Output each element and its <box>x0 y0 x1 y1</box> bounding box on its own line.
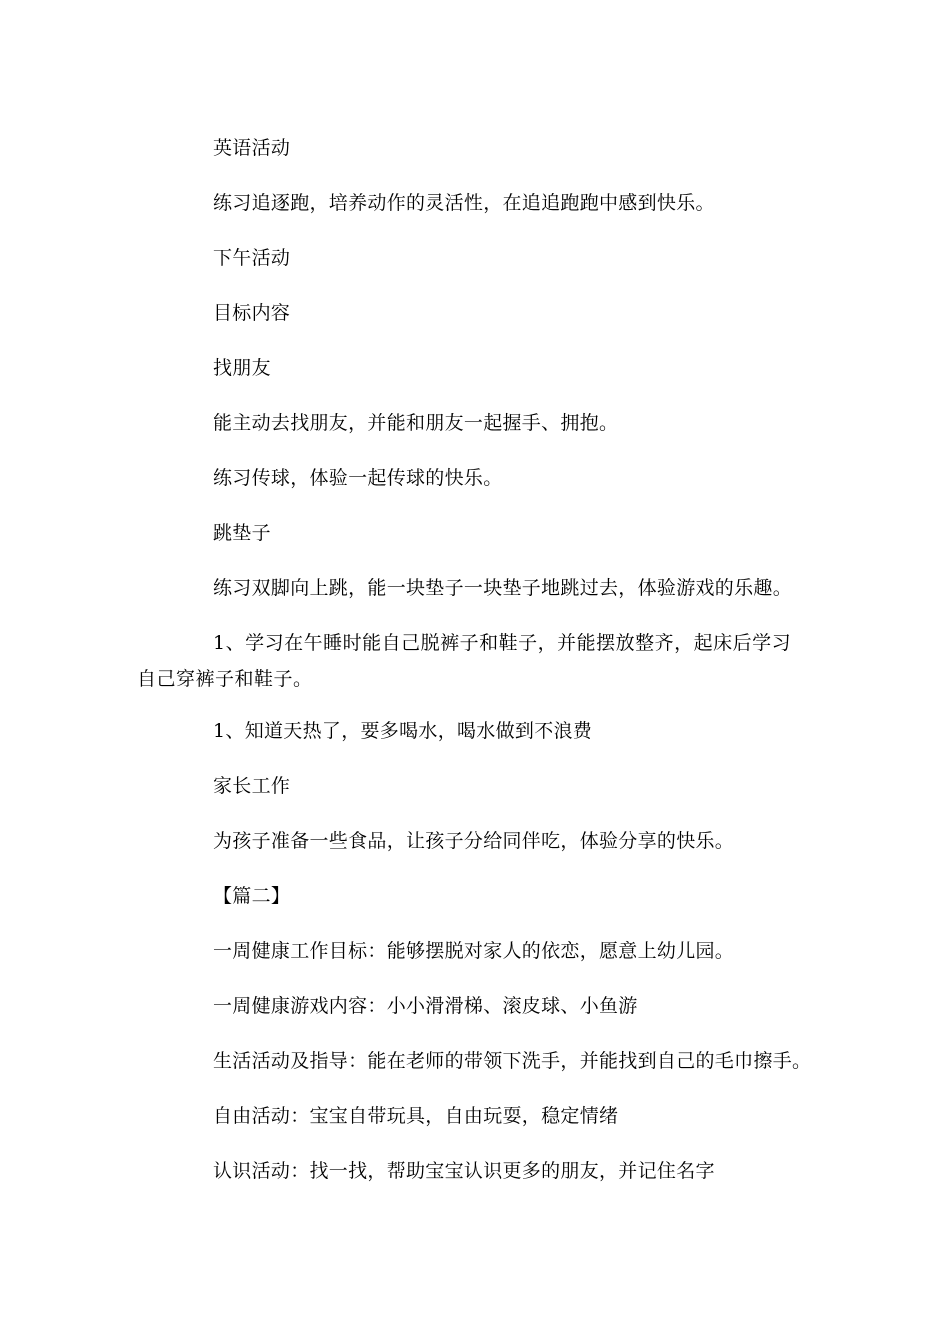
paragraph-drink-water: 1、知道天热了，要多喝水，喝水做到不浪费 <box>213 720 593 742</box>
paragraph-pass-ball: 练习传球，体验一起传球的快乐。 <box>213 467 503 489</box>
paragraph-jump-mat-desc: 练习双脚向上跳，能一块垫子一块垫子地跳过去，体验游戏的乐趣。 <box>213 577 793 599</box>
paragraph-recognition-activity: 认识活动：找一找，帮助宝宝认识更多的朋友，并记住名字 <box>213 1160 715 1182</box>
paragraph-jump-mat: 跳垫子 <box>213 522 271 544</box>
paragraph-weekly-health-goal: 一周健康工作目标：能够摆脱对家人的依恋，愿意上幼儿园。 <box>213 940 735 962</box>
paragraph-free-activity: 自由活动：宝宝自带玩具，自由玩耍，稳定情绪 <box>213 1105 619 1127</box>
paragraph-find-friends-desc: 能主动去找朋友，并能和朋友一起握手、拥抱。 <box>213 412 619 434</box>
paragraph-find-friends: 找朋友 <box>213 357 271 379</box>
paragraph-afternoon-activity: 下午活动 <box>213 247 291 269</box>
paragraph-daily-life-guidance: 生活活动及指导：能在老师的带领下洗手，并能找到自己的毛巾擦手。 <box>213 1050 812 1072</box>
paragraph-goal-content: 目标内容 <box>213 302 291 324</box>
paragraph-nap-dress: 1、学习在午睡时能自己脱裤子和鞋子，并能摆放整齐，起床后学习自己穿裤子和鞋子。 <box>137 632 792 690</box>
paragraph-share-food: 为孩子准备一些食品，让孩子分给同伴吃，体验分享的快乐。 <box>213 830 735 852</box>
section-heading-part-two: 【篇二】 <box>213 885 291 907</box>
paragraph-english-activity: 英语活动 <box>213 137 291 159</box>
paragraph-chase-run: 练习追逐跑，培养动作的灵活性，在追追跑跑中感到快乐。 <box>213 192 715 214</box>
paragraph-weekly-health-games: 一周健康游戏内容：小小滑滑梯、滚皮球、小鱼游 <box>213 995 638 1017</box>
paragraph-parent-work: 家长工作 <box>213 775 291 797</box>
